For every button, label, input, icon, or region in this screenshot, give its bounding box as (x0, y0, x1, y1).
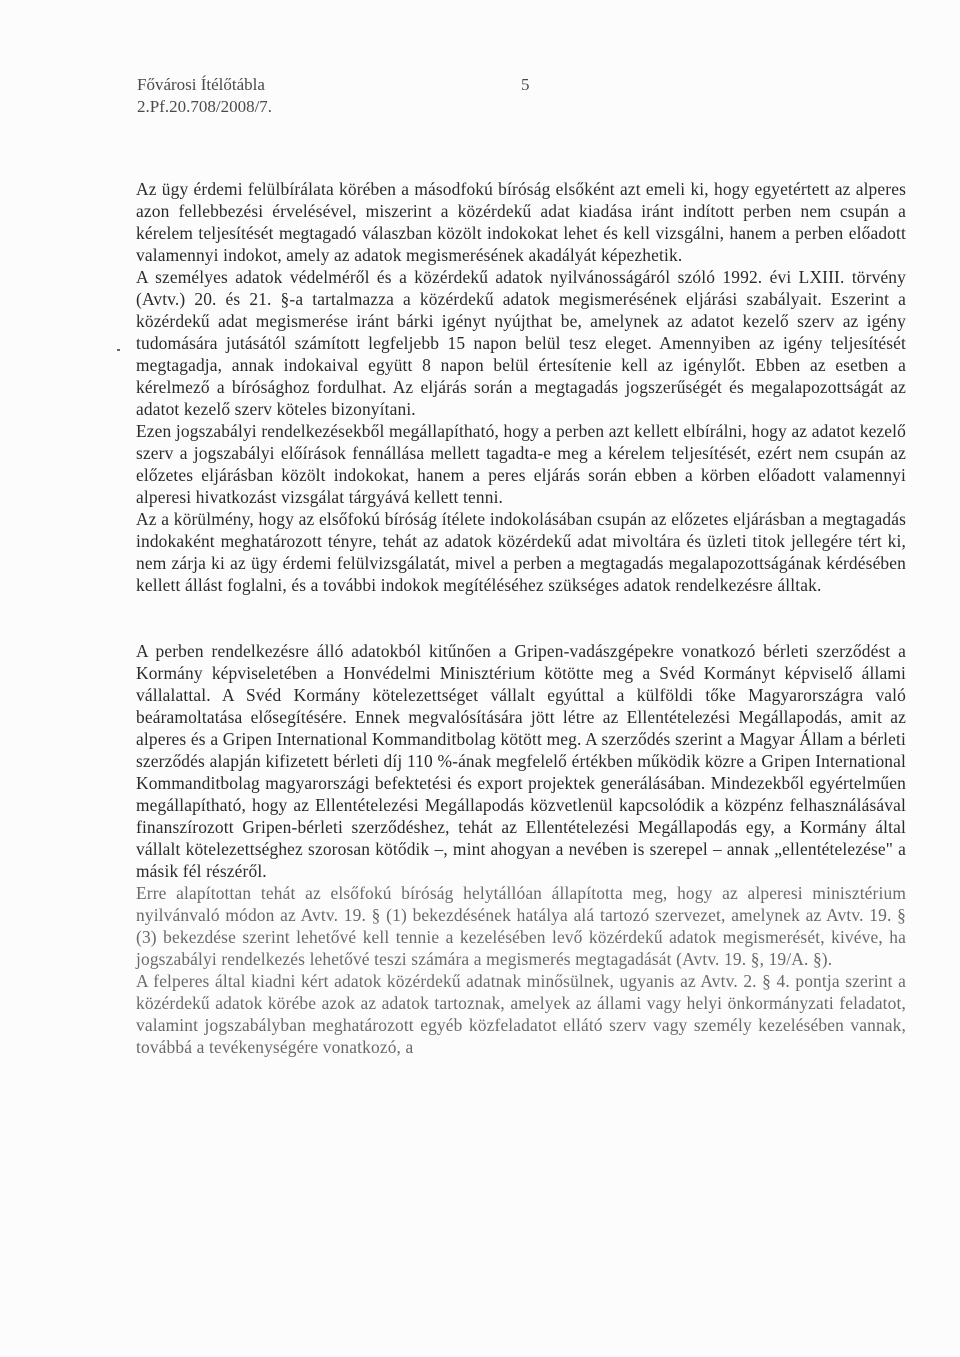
page-header (137, 74, 272, 118)
paragraph-2: A személyes adatok védelméről és a közérdekű adatok nyilvánosságáról szóló 1992. évi LXIII. törvény (Avtv.) 20. és 21. §-a tartalmazza a közérdekű adatok megismerésének eljárási szabályait. Eszerint a közérdekű adat megismerése iránt bárki igényt nyújthat be, amelynek az adatot kezelő szerv az igény tudomására jutásától számított legfeljebb 15 napon belül tesz eleget. Amennyiben az igény teljesítését megtagadja, annak indokaival együtt 8 napon belül értesítenie kell az igénylőt. Ebben az esetben a kérelmező a bírósághoz fordulhat. Az eljárás során a megtagadás jogszerűségét és megalapozottságát az adatot kezelő szerv köteles bizonyítani. (136, 267, 906, 419)
body-text (136, 178, 906, 1058)
paragraph-7: A felperes által kiadni kért adatok közérdekű adatnak minősülnek, ugyanis az Avtv. 2. § 4. pontja szerint a közérdekű adatok körébe azok az adatok tartoznak, amelyek az állami vagy helyi önkormányzati feladatot, valamint jogszabályban meghatározott egyéb közfeladatot ellátó szerv vagy személy kezelésében vannak, továbbá a tevékenységére vonatkozó, a (136, 971, 906, 1057)
case-number: 2.Pf.20.708/2008/7. (137, 97, 273, 116)
paragraph-4: Az a körülmény, hogy az elsőfokú bíróság ítélete indokolásában csupán az előzetes eljárásban a megtagadás indokaként meghatározott tényre, tehát az adatok közérdekű adat mivoltára és üzleti titok jellegére tért ki, nem zárja ki az ügy érdemi felülvizsgálatát, mivel a perben a megtagadás megalapozottságának kérdésében kellett állást foglalni, és a további indokok megítéléséhez szükséges adatok rendelkezésre álltak. (136, 509, 906, 595)
margin-mark (117, 349, 120, 351)
paragraph-6: Erre alapítottan tehát az elsőfokú bíróság helytállóan állapította meg, hogy az alperesi minisztérium nyilvánvaló módon az Avtv. 19. § (1) bekezdésének hatálya alá tartozó szervezet, amelynek az Avtv. 19. § (3) bekezdése szerint lehetővé kell tennie a kezelésében levő közérdekű adatok megismerését, kivéve, ha jogszabályi rendelkezés lehetővé teszi számára a megismerés megtagadását (Avtv. 19. §, 19/A. §). (136, 883, 906, 969)
paragraph-5: A perben rendelkezésre álló adatokból kitűnően a Gripen-vadászgépekre vonatkozó bérleti szerződést a Kormány képviseletében a Honvédelmi Minisztérium kötötte meg a Svéd Kormányt képviselő állami vállalattal. A Svéd Kormány kötelezettséget vállalt egyúttal a külföldi tőke Magyarországra való beáramoltatása elősegítésére. Ennek megvalósítására jött létre az Ellentételezési Megállapodás, amit az alperes és a Gripen International Kommanditbolag kötött meg. A szerződés szerint a Magyar Állam a bérleti szerződés alapján kifizetett bérleti díj 110 %-ának megfelelő értékben működik közre a Gripen International Kommanditbolag magyarországi befektetési és export projektek generálásában. Mindezekből egyértelműen megállapítható, hogy az Ellentételezési Megállapodás közvetlenül kapcsolódik a közpénz felhasználásával finanszírozott Gripen-bérleti szerződéshez, tehát az Ellentételezési Megállapodás egy, a Kormány által vállalt kötelezettséghez szorosan kötődik –, mint ahogyan a nevében is szerepel – annak „ellentételezése" a másik fél részéről. (136, 641, 906, 881)
paragraph-1: Az ügy érdemi felülbírálata körében a másodfokú bíróság elsőként azt emeli ki, hogy egyetértett az alperes azon fellebbezési érvelésével, miszerint a közérdekű adat kiadása iránt indított perben nem csupán a kérelem teljesítését megtagadó válaszban közölt indokokat lehet és kell vizsgálni, hanem a perben előadott valamennyi indokot, amely az adatok megismerésének akadályát képezhetik. (136, 179, 906, 265)
paragraph-3: Ezen jogszabályi rendelkezésekből megállapítható, hogy a perben azt kellett elbírálni, hogy az adatot kezelő szerv a jogszabályi előírások fennállása mellett tagadta-e meg a kérelem teljesítését, ezért nem csupán az előzetes eljárásban közölt indokokat, hanem a peres eljárás során ebben a körben előadott valamennyi alperesi hivatkozást vizsgálat tárgyává kellett tenni. (136, 421, 906, 507)
court-name: Fővárosi Ítélőtábla (137, 75, 265, 94)
page-number: 5 (521, 75, 530, 94)
